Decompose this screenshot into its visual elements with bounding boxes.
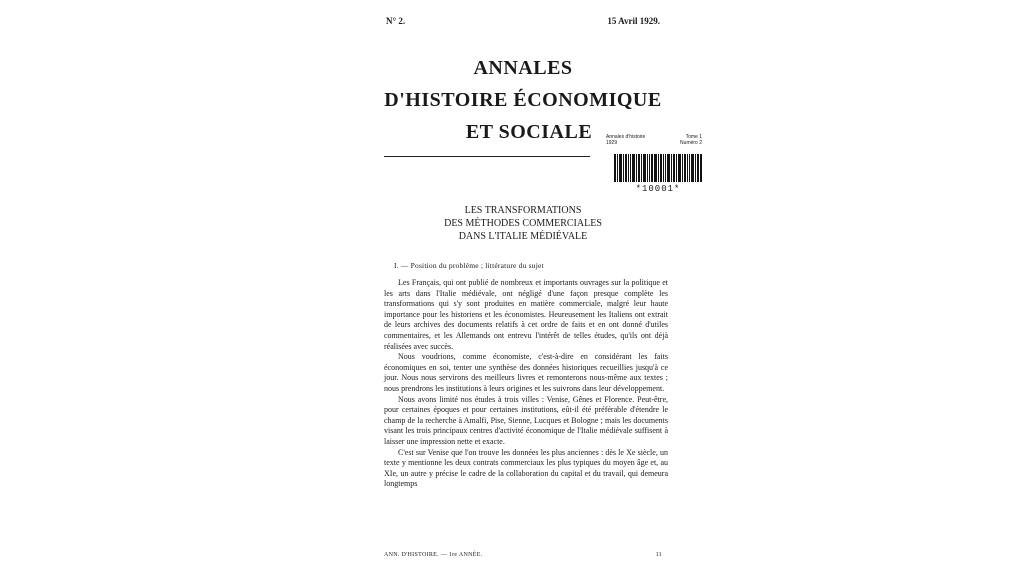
barcode-icon	[614, 154, 702, 182]
issue-number: N° 2.	[386, 16, 406, 26]
catalog-year: 1929	[606, 140, 618, 146]
catalog-volume: Tome 1	[685, 134, 702, 140]
article-title-line-2: DES MÉTHODES COMMERCIALES	[444, 218, 602, 229]
barcode-number: *10001*	[635, 184, 681, 194]
journal-title-line-3: ET SOCIALE	[465, 121, 593, 143]
article-title-line-1: LES TRANSFORMATIONS	[464, 205, 582, 216]
catalog-journal: Annales d'histoire	[606, 134, 646, 140]
catalog-number: Numéro 2	[680, 140, 702, 146]
catalog-label	[606, 134, 702, 146]
paragraph: C'est sur Venise que l'on trouve les données les plus anciennes : dès le Xe siècle, un texte y mentionne les deux contrats commerciaux les plus typiques du moyen âge et, au XIe, un autre y précise le cadre de la collaboration du capital et du travail, qui demeura longtemps	[384, 447, 668, 489]
page-number: 11	[655, 552, 662, 558]
issue-date: 15 Avril 1929.	[607, 16, 660, 26]
page-footer	[384, 552, 668, 558]
document-page	[378, 8, 702, 568]
paragraph: Les Français, qui ont publié de nombreux et importants ouvrages sur la politique et les arts dans l'Italie médiévale, ont négligé d'une façon presque complète les transformations qui s'y sont produites en matière commerciale, malgré leur haute importance pour les historiens et les économistes. Heureusement les Italiens ont extrait de leurs archives des documents relatifs à cet ordre de faits et en ont donné d'utiles commentaires, et les Allemands ont entrevu l'intérêt de telles études, qu'ils ont déjà réalisées avec succès.	[384, 278, 668, 351]
title-divider	[384, 156, 590, 157]
section-heading: I. — Position du problème ; littérature du sujet	[394, 261, 544, 270]
journal-title-line-1: ANNALES	[473, 57, 573, 79]
paragraph: Nous voudrions, comme économiste, c'est-à-dire en considérant les faits économiques en soi, tenter une synthèse des données historiques recueillies jusqu'à ce jour. Nous nous servirons des meilleurs livres et remonterons nous-même aux textes ; nous prendrons les institutions à leurs origines et les suivrons dans leur développement.	[384, 352, 668, 393]
page-header	[386, 16, 660, 26]
article-title	[378, 204, 668, 243]
journal-title-line-2: D'HISTOIRE ÉCONOMIQUE	[384, 89, 662, 111]
article-title-line-3: DANS L'ITALIE MÉDIÉVALE	[458, 231, 588, 242]
footer-journal: ANN. D'HISTOIRE. — 1re ANNÉE.	[384, 552, 483, 558]
article-body	[384, 278, 668, 490]
paragraph: Nous avons limité nos études à trois villes : Venise, Gênes et Florence. Peut-être, pour certaines époques et pour certaines institutions, eût-il été préférable d'étendre le champ de la recherche à Amalfi, Pise, Sienne, Lucques et Bologne ; mais les documents visant les trois principaux centres d'activité économique de l'Italie médiévale suffisent à laisser une impression nette et exacte.	[384, 394, 668, 446]
